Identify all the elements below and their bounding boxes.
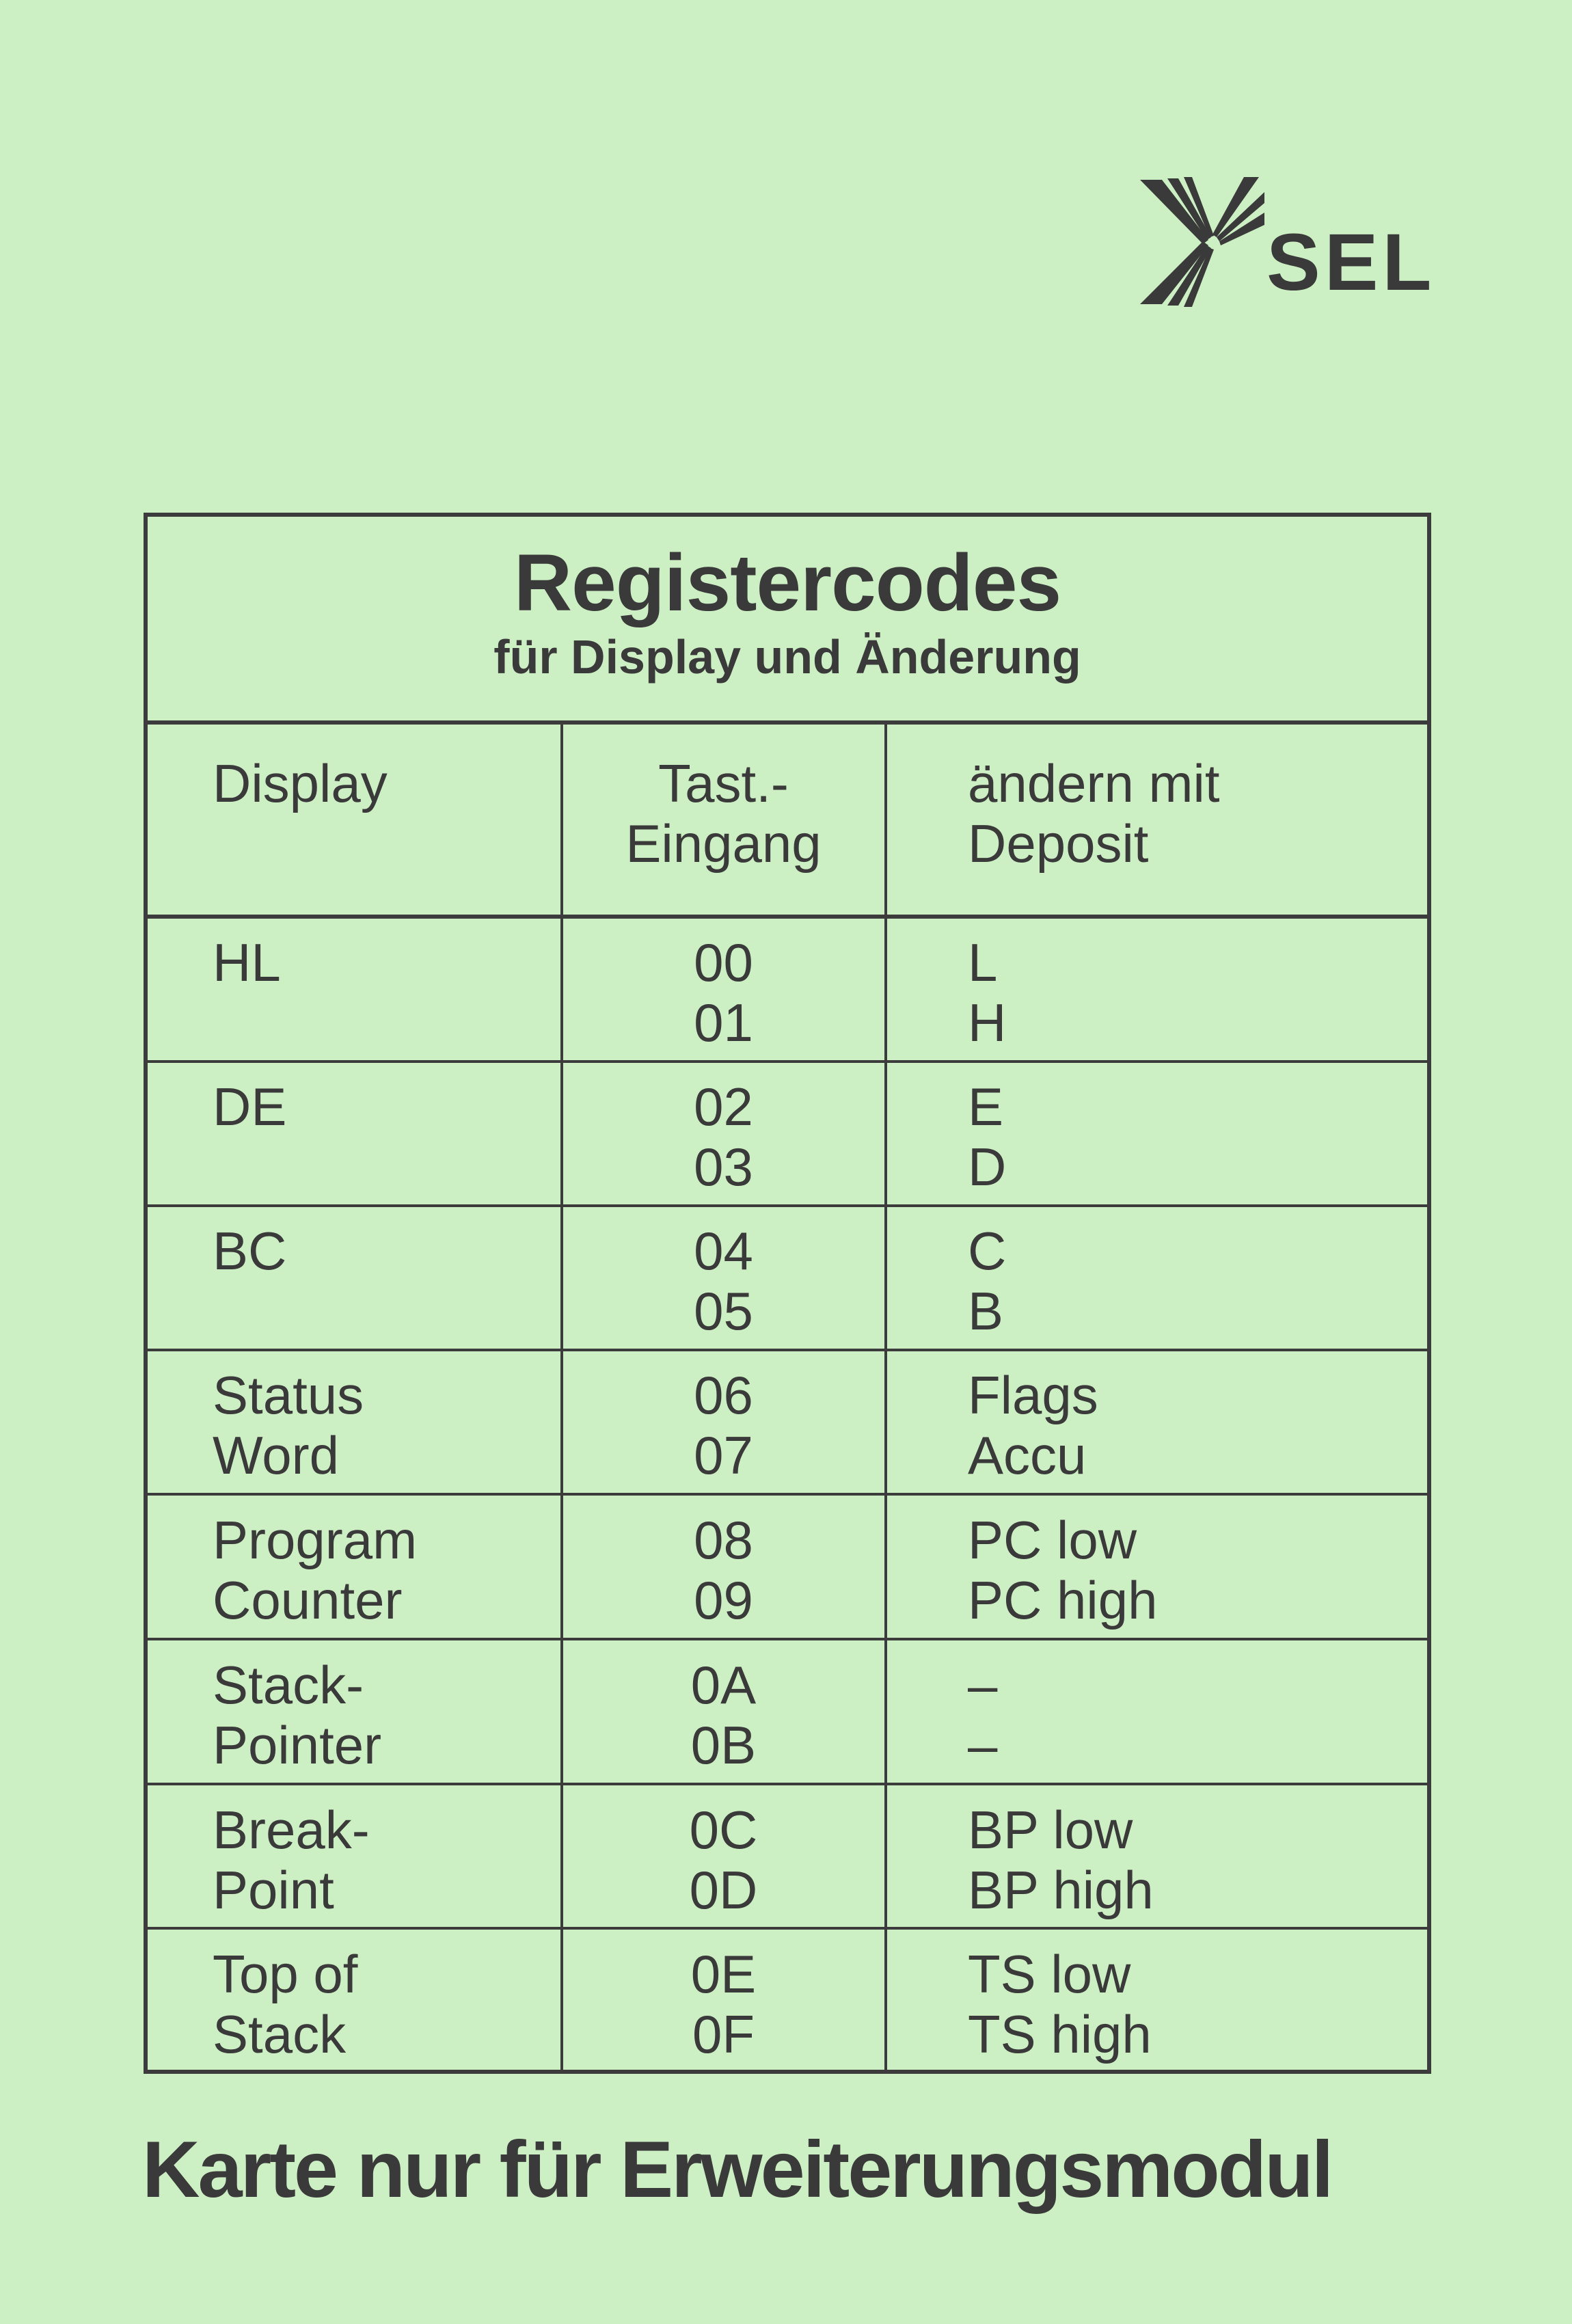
- row-deposit-values: C B: [968, 1221, 1007, 1341]
- row-deposit-values: TS low TS high: [968, 1944, 1152, 2064]
- row-key-codes: 0E 0F: [690, 1944, 757, 2064]
- row-key-codes: 06 07: [694, 1365, 753, 1485]
- row-deposit-values: – –: [968, 1655, 998, 1775]
- sel-logo-text: SEL: [1266, 217, 1436, 308]
- card-title: Registercodes: [513, 538, 1061, 628]
- row-key-codes: 08 09: [694, 1510, 753, 1630]
- row-key-codes: 00 01: [694, 932, 753, 1053]
- register-code-card: [144, 513, 1431, 2074]
- row-deposit-values: PC low PC high: [968, 1510, 1158, 1630]
- row-deposit-values: E D: [968, 1077, 1007, 1197]
- footer-note: Karte nur für Erweiterungsmodul: [142, 2124, 1332, 2214]
- row-divider: [148, 1783, 1427, 1785]
- column-header-display: Display: [213, 753, 388, 813]
- row-deposit-values: Flags Accu: [968, 1365, 1098, 1485]
- row-key-codes: 04 05: [694, 1221, 753, 1341]
- row-key-codes: 0C 0D: [689, 1800, 758, 1920]
- column-header-key-input: Tast.- Eingang: [625, 753, 822, 874]
- header-row-divider: [148, 915, 1427, 919]
- row-display-label: DE: [213, 1077, 287, 1137]
- row-display-label: Top of Stack: [213, 1944, 358, 2064]
- row-display-label: HL: [213, 932, 281, 992]
- row-deposit-values: BP low BP high: [968, 1800, 1154, 1920]
- row-divider: [148, 1060, 1427, 1063]
- column-divider: [560, 725, 563, 2070]
- card-subtitle: für Display und Änderung: [493, 630, 1081, 684]
- card-header: [148, 517, 1427, 725]
- row-divider: [148, 1493, 1427, 1496]
- sel-logo: [1135, 174, 1435, 311]
- row-key-codes: 02 03: [694, 1077, 753, 1197]
- row-divider: [148, 1927, 1427, 1930]
- row-divider: [148, 1349, 1427, 1351]
- row-display-label: Stack- Pointer: [213, 1655, 382, 1775]
- row-divider: [148, 1204, 1427, 1207]
- row-display-label: Break- Point: [213, 1800, 370, 1920]
- row-display-label: BC: [213, 1221, 287, 1281]
- row-key-codes: 0A 0B: [690, 1655, 757, 1775]
- row-display-label: Program Counter: [213, 1510, 418, 1630]
- column-header-deposit: ändern mit Deposit: [968, 753, 1220, 874]
- column-divider: [884, 725, 887, 2070]
- row-display-label: Status Word: [213, 1365, 364, 1485]
- row-divider: [148, 1638, 1427, 1640]
- sel-starburst-logo-icon: [1135, 174, 1271, 311]
- row-deposit-values: L H: [968, 932, 1007, 1053]
